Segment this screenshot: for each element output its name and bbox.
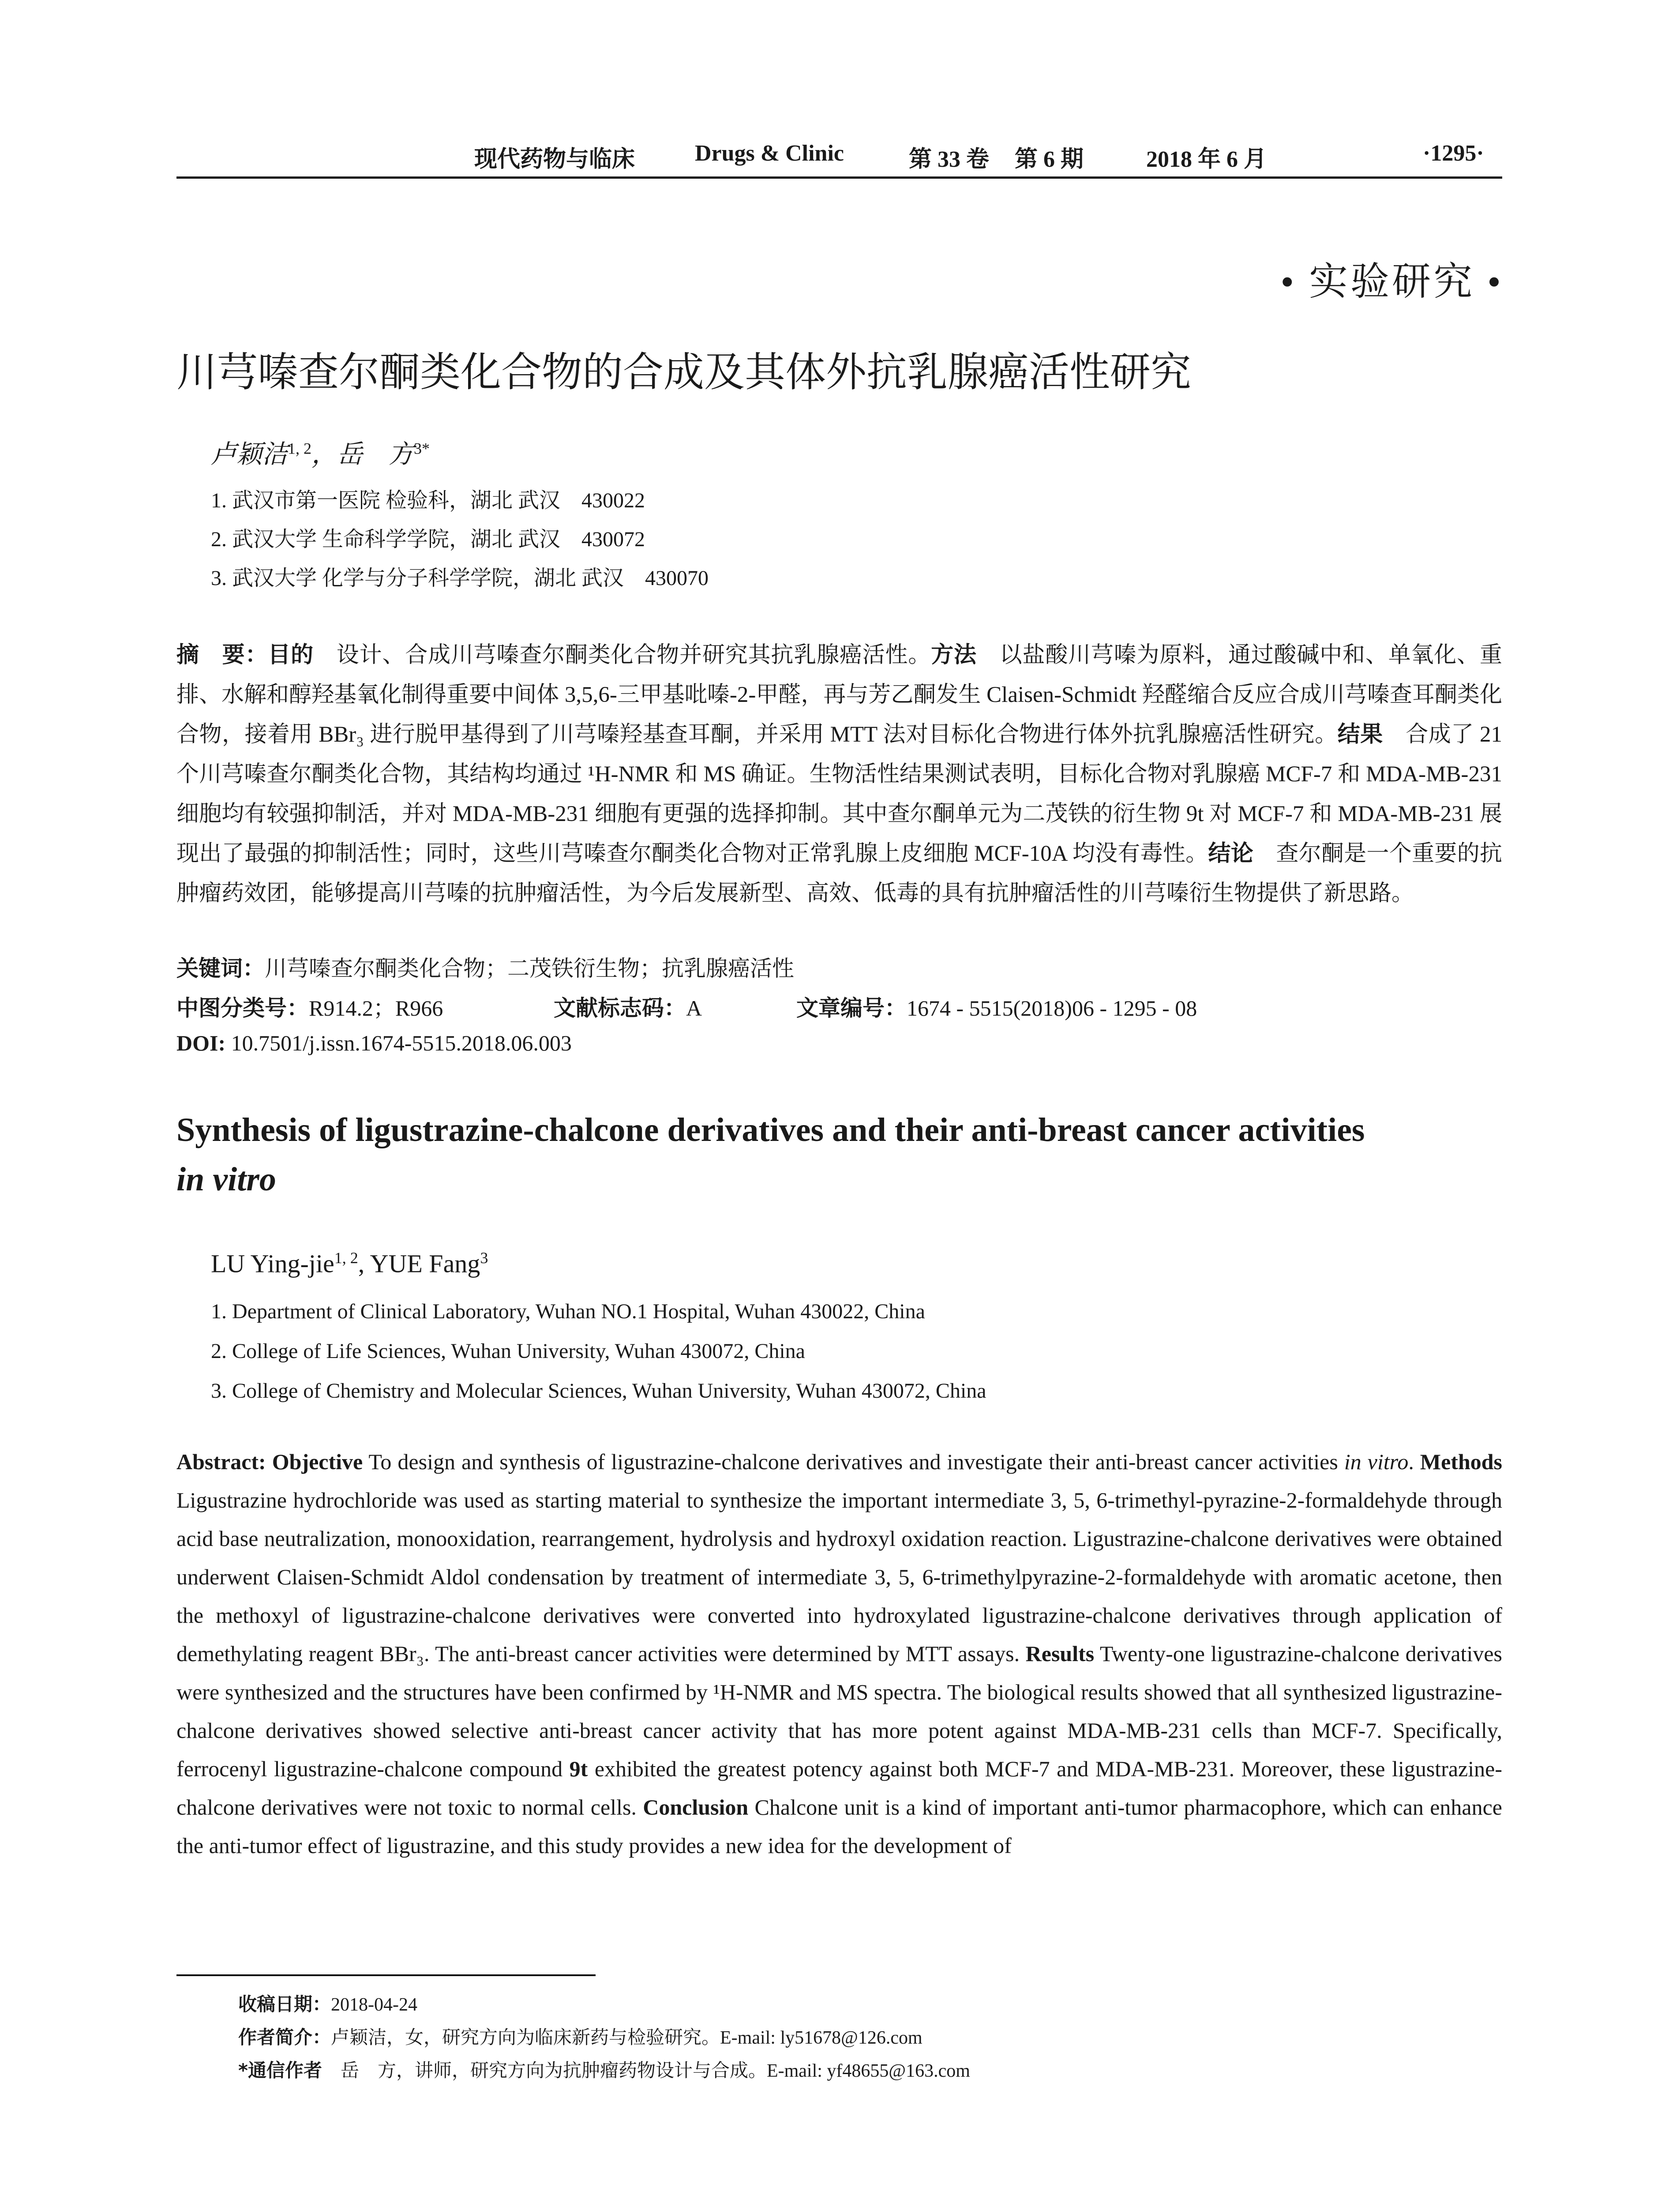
title-en-italic: in vitro [176,1161,276,1198]
article-number-value: 1674 - 5515(2018)06 - 1295 - 08 [907,996,1197,1020]
results-text: 合成了 21 个川芎嗪查尔酮类化合物，其结构均通过 ¹H-NMR 和 MS 确证。生物活性结果测试表明，目标化合物对乳腺癌 MCF-7 和 MDA-MB-231 细胞均有较强抑制活，并对 MDA-MB-231 细胞有更强的选择抑制。其中查尔酮单元为二茂铁的衍生物 9t 对 MCF-7 和 MDA-MB-231 展现出了最强的抑制活性；同时，这些川芎嗪查尔酮类化合物对正常乳腺上皮细胞 MCF-10A 均没有毒性。 [176,722,1502,866]
keywords-text: 川芎嗪查尔酮类化合物；二茂铁衍生物；抗乳腺癌活性 [265,956,794,981]
journal-name-en: Drugs & Clinic [695,141,844,166]
affiliation-cn: 1. 武汉市第一医院 检验科，湖北 武汉 430022 [211,489,645,512]
author-name: 卢颖洁 [211,440,288,469]
doi [176,1030,572,1056]
section-label: • 实验研究 • [1280,261,1504,304]
conclusion-text: Chalcone unit is a kind of important anti-tumor pharmacophore, which can enhance the anti-tumor effect of ligustrazine, and this study provides a new idea for the development of [176,1795,1502,1858]
footnote-received [238,1990,417,2016]
keywords-cn [176,951,794,983]
article-number-label: 文章编号： [796,995,907,1021]
journal-name-cn: 现代药物与临床 [474,147,635,172]
doc-code-label: 文献标志码： [554,995,686,1021]
page-number: ·1295· [1423,141,1484,166]
volume-label: 第 33 卷 [909,147,990,172]
methods-text: Ligustrazine hydrochloride was used as starting material to synthesize the important intermediate 3, 5, 6-trimethyl-pyrazine-2-formaldehyde through acid base neutralization, monooxidation, rearrangement, hydrolysis and hydroxyl oxidation reaction. Ligustrazine-chalcone derivatives were obtained underwent Claisen-Schmidt Aldol condensation by treatment of intermediate 3, 5, 6-trimethylpyrazine-2-formaldehyde with aromatic acetone, then the methoxyl of ligustrazine-chalcone derivatives were converted into hydroxylated ligustrazine-chalcone derivatives through application of demethylating reagent BBr₃. The anti-breast cancer activities were determined by MTT assays. [176,1488,1502,1666]
corresponding-text: 岳 方，讲师，研究方向为抗肿瘤药物设计与合成。E-mail: yf48655@163.com [322,2061,970,2081]
results-label: Results [1025,1641,1095,1666]
author-name: 岳 方 [337,440,414,469]
title-en [176,1105,1502,1204]
results-end: exhibited the greatest potency against both MCF-7 and MDA-MB-231. Moreover, these ligustrazine-chalcone derivatives were not toxic to normal cells. [176,1756,1502,1820]
objective-label: 目的 [268,642,314,668]
conclusion-text: 查尔酮是一个重要的抗肿瘤药效团，能够提高川芎嗪的抗肿瘤活性，为今后发展新型、高效、低毒的具有抗肿瘤活性的川芎嗪衍生物提供了新思路。 [176,841,1502,906]
conclusion-label: 结论 [1208,840,1254,867]
publication-date: 2018 年 6 月 [1146,147,1267,172]
header-rule [176,176,1502,179]
bio-label: 作者简介： [238,2026,331,2048]
received-date: 2018-04-24 [331,1995,417,2015]
footnote-rule [176,1974,596,1976]
author-name: LU Ying-jie [211,1249,334,1278]
affiliation-cn: 2. 武汉大学 生命科学学院，湖北 武汉 430072 [211,528,645,551]
author-affil-sup: 3* [414,439,430,458]
affiliation-en: 1. Department of Clinical Laboratory, Wuhan NO.1 Hospital, Wuhan 430022, China [211,1300,925,1323]
footnote-author-bio [238,2023,922,2049]
affiliation-en: 3. College of Chemistry and Molecular Sciences, Wuhan University, Wuhan 430072, China [211,1379,986,1403]
document-code [554,990,702,1022]
affiliation-cn: 3. 武汉大学 化学与分子科学学院，湖北 武汉 430070 [211,567,709,590]
methods-text: 以盐酸川芎嗪为原料，通过酸碱中和、单氧化、重排、水解和醇羟基氧化制得重要中间体 3,5,6-三甲基吡嗪-2-甲醛，再与芳乙酮发生 Claisen-Schmidt 羟醛缩合反应合成川芎嗪查耳酮类化合物，接着用 BBr₃ 进行脱甲基得到了川芎嗪羟基查耳酮，并采用 MTT 法对目标化合物进行体外抗乳腺癌活性研究。 [176,643,1502,747]
author-separator: ， [311,440,338,469]
authors-cn [211,433,430,470]
methods-label: Methods [1420,1449,1503,1474]
author-name: YUE Fang [370,1249,480,1278]
results-label: 结果 [1337,721,1383,747]
doc-code-value: A [686,996,702,1020]
author-affil-sup: 1, 2 [288,439,312,458]
footnote-corresponding [238,2056,970,2082]
keywords-label: 关键词： [176,956,265,981]
author-separator: , [358,1249,370,1278]
objective-text: 设计、合成川芎嗪查尔酮类化合物并研究其抗乳腺癌活性。 [313,643,931,668]
clc-number [176,990,443,1022]
compound-label: 9t [569,1756,588,1781]
author-affil-sup: 1, 2 [334,1249,358,1267]
abstract-cn [176,635,1502,913]
author-affil-sup: 3 [480,1249,488,1267]
conclusion-label: Conclusion [643,1795,749,1820]
results-text: Twenty-one ligustrazine-chalcone derivatives were synthesized and the structures have been confirmed by ¹H-NMR and MS spectra. The biological results showed that all synthesized ligustrazine-chalcone derivatives showed selective anti-breast cancer activity that has more potent against MDA-MB-231 cells than MCF-7. Specifically, ferrocenyl ligustrazine-chalcone compound [176,1641,1502,1781]
bio-text: 卢颖洁，女，研究方向为临床新药与检验研究。E-mail: ly51678@126.com [331,2028,922,2048]
title-cn: 川芎嗪查尔酮类化合物的合成及其体外抗乳腺癌活性研究 [176,349,1192,396]
abstract-objective-label: Abstract: Objective [176,1449,363,1474]
received-label: 收稿日期： [238,1993,331,2015]
doi-label: DOI: [176,1031,226,1055]
abstract-label: 摘 要： [176,642,268,668]
abstract-en [176,1443,1502,1865]
objective-italic: in vitro [1344,1449,1409,1474]
clc-value: R914.2；R966 [309,996,443,1020]
doi-value: 10.7501/j.issn.1674-5515.2018.06.003 [225,1031,572,1055]
title-en-main: Synthesis of ligustrazine-chalcone derivatives and their anti-breast cancer activities [176,1111,1365,1148]
affiliation-en: 2. College of Life Sciences, Wuhan University, Wuhan 430072, China [211,1339,805,1363]
article-number [796,990,1197,1022]
objective-text: To design and synthesis of ligustrazine-chalcone derivatives and investigate their anti-breast cancer activities [363,1449,1344,1474]
authors-en [211,1249,488,1278]
objective-end: . [1408,1449,1420,1474]
corresponding-label: *通信作者 [238,2060,322,2081]
clc-label: 中图分类号： [176,995,309,1021]
issue-label: 第 6 期 [1015,147,1084,172]
methods-label: 方法 [931,642,977,668]
